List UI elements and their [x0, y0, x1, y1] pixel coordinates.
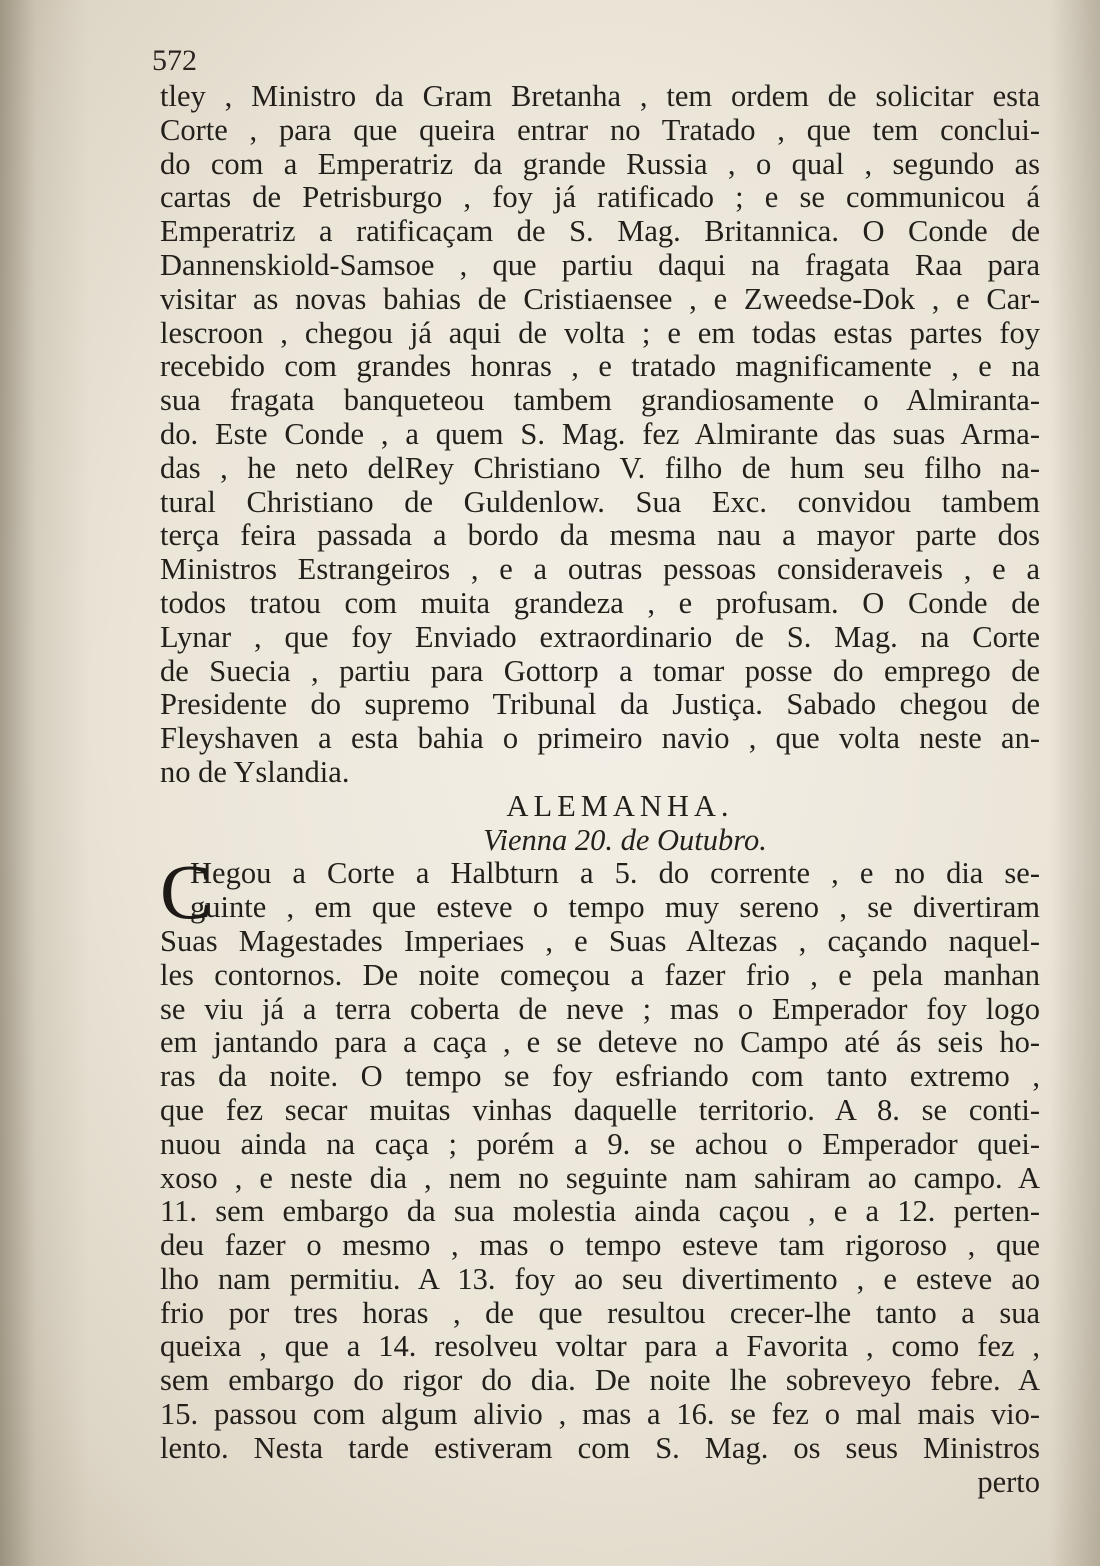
text-line: das , he neto delRey Christiano V. filho de hum seu filho na- — [160, 450, 1040, 485]
text-line: terça feira passada a bordo da mesma nau a mayor parte dos — [160, 518, 1040, 553]
text-line: guinte , em que esteve o tempo muy sereno , se divertiram — [190, 890, 1040, 925]
dropcap-lines — [160, 848, 1040, 936]
page-number: 572 — [152, 44, 197, 77]
text-line: nuou ainda na caça ; porém a 9. se achou o Emperador quei- — [160, 1126, 1040, 1161]
text-line: no de Yslandia. — [160, 754, 350, 789]
text-line: les contornos. De noite começou a fazer frio , e pela manhan — [160, 957, 1040, 992]
text-line: Hegou a Corte a Halbturn a 5. do corrente , e no dia se- — [190, 856, 1040, 891]
text-line: que fez secar muitas vinhas daquelle territorio. A 8. se conti- — [160, 1092, 1040, 1127]
text-line: Dannenskiold-Samsoe , que partiu daqui na fragata Raa para — [160, 247, 1040, 282]
dateline: Vienna 20. de Outubro. — [483, 822, 767, 857]
catchword: perto — [977, 1464, 1040, 1499]
text-line: Presidente do supremo Tribunal da Justiça. Sabado chegou de — [160, 687, 1040, 722]
text-line: sua fragata banqueteou tambem grandiosamente o Almiranta- — [160, 383, 1040, 418]
text-line: frio por tres horas , de que resultou crecer-lhe tanto a sua — [160, 1295, 1040, 1330]
text-line: Corte , para que queira entrar no Tratado , que tem conclui- — [160, 112, 1040, 147]
text-line: lho nam permitiu. A 13. foy ao seu divertimento , e esteve ao — [160, 1261, 1040, 1296]
drop-cap: C — [160, 848, 213, 936]
text-line: xoso , e neste dia , nem no seguinte nam sahiram ao campo. A — [160, 1160, 1040, 1195]
section-heading: ALEMANHA. — [506, 788, 734, 823]
text-line: em jantando para a caça , e se deteve no Campo até ás seis ho- — [160, 1025, 1040, 1060]
text-line: Suas Magestades Imperiaes , e Suas Altezas , caçando naquel- — [160, 923, 1040, 958]
text-line: Ministros Estrangeiros , e a outras pessoas consideraveis , e a — [160, 552, 1040, 587]
text-line: do. Este Conde , a quem S. Mag. fez Almirante das suas Arma- — [160, 416, 1040, 451]
text-line: ras da noite. O tempo se foy esfriando com tanto extremo , — [160, 1059, 1040, 1094]
text-line: do com a Emperatriz da grande Russia , o qual , segundo as — [160, 146, 1040, 181]
text-line: cartas de Petrisburgo , foy já ratificado ; e se communicou á — [160, 180, 1040, 215]
article-text — [160, 80, 1040, 1499]
text-line: 11. sem embargo da sua molestia ainda caçou , e a 12. perten- — [160, 1194, 1040, 1229]
text-line: se viu já a terra coberta de neve ; mas o Emperador foy logo — [160, 991, 1040, 1026]
page-shadow-right — [1050, 0, 1100, 1566]
text-line: lento. Nesta tarde estiveram com S. Mag. os seus Ministros — [160, 1430, 1040, 1465]
vienna-report-opening — [160, 848, 1040, 936]
text-line: sem embargo do rigor do dia. De noite lhe sobreveyo febre. A — [160, 1363, 1040, 1398]
text-line: todos tratou com muita grandeza , e profusam. O Conde de — [160, 585, 1040, 620]
text-line: queixa , que a 14. resolveu voltar para a Favorita , como fez , — [160, 1329, 1040, 1364]
text-line: 15. passou com algum alivio , mas a 16. se fez o mal mais vio- — [160, 1397, 1040, 1432]
text-line: de Suecia , partiu para Gottorp a tomar posse do emprego de — [160, 653, 1040, 688]
text-line: lescroon , chegou já aqui de volta ; e em todas estas partes foy — [160, 315, 1040, 350]
denmark-report — [160, 80, 1040, 790]
vienna-report — [160, 925, 1040, 1466]
text-line: Emperatriz a ratificaçam de S. Mag. Britannica. O Conde de — [160, 214, 1040, 249]
text-line: Lynar , que foy Enviado extraordinario de S. Mag. na Corte — [160, 619, 1040, 654]
page-shadow-left — [0, 0, 90, 1566]
text-line: recebido com grandes honras , e tratado magnificamente , e na — [160, 349, 1040, 384]
text-line: tural Christiano de Guldenlow. Sua Exc. convidou tambem — [160, 484, 1040, 519]
text-line: visitar as novas bahias de Cristiaensee , e Zweedse-Dok , e Car- — [160, 281, 1040, 316]
text-line: Fleyshaven a esta bahia o primeiro navio , que volta neste an- — [160, 721, 1040, 756]
text-line: tley , Ministro da Gram Bretanha , tem ordem de solicitar esta — [160, 79, 1040, 113]
text-line: deu fazer o mesmo , mas o tempo esteve tam rigoroso , que — [160, 1228, 1040, 1263]
